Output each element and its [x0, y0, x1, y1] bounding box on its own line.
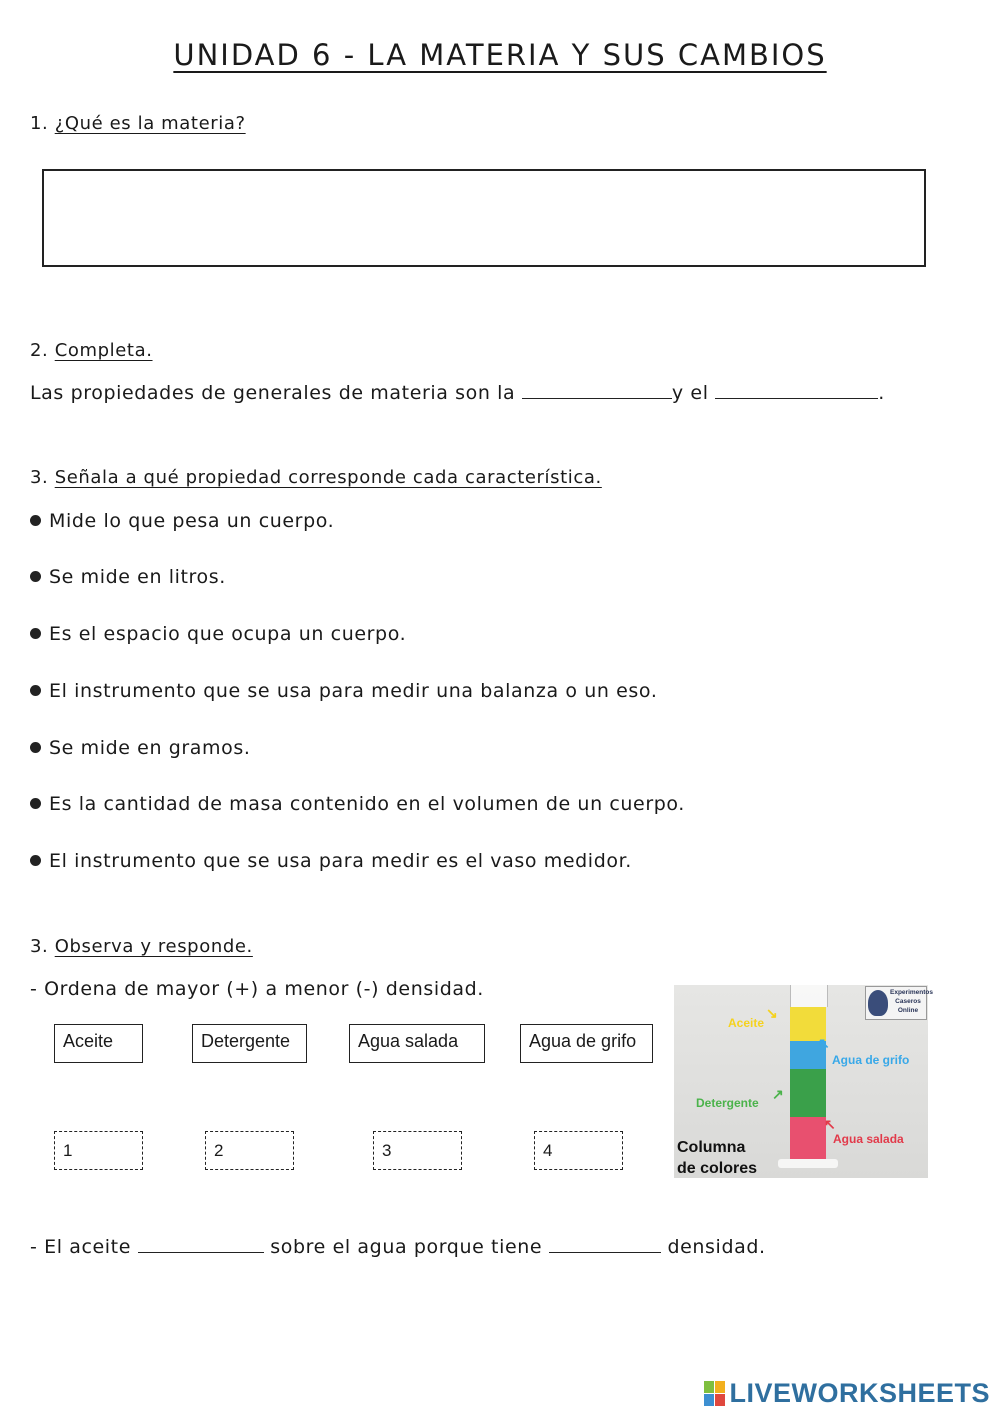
question-4-sentence-part-a: - El aceite	[30, 1236, 132, 1258]
label-aceite: Aceite	[728, 1016, 765, 1030]
bullet-icon	[30, 571, 41, 582]
layer-green	[790, 1069, 826, 1117]
page-title: UNIDAD 6 - LA MATERIA Y SUS CAMBIOS	[173, 38, 827, 72]
question-2-sentence-part-b: y el	[671, 382, 709, 404]
list-item[interactable]: Es el espacio que ocupa un cuerpo.	[30, 623, 406, 645]
question-4-sentence	[30, 1234, 766, 1258]
list-item[interactable]: Mide lo que pesa un cuerpo.	[30, 510, 334, 532]
drop-box-2[interactable]: 2	[205, 1131, 294, 1170]
word-box-agua-salada[interactable]: Agua salada	[349, 1024, 485, 1063]
question-1-heading	[30, 113, 246, 134]
arrow-icon: ↖	[818, 1035, 830, 1051]
question-3-text: Señala a qué propiedad corresponde cada característica.	[54, 467, 602, 488]
drop-box-3[interactable]: 3	[373, 1131, 462, 1170]
cylinder-top	[790, 985, 828, 1007]
question-2-heading	[30, 340, 153, 361]
word-box-detergente[interactable]: Detergente	[192, 1024, 307, 1063]
label-agua-salada: Agua salada	[833, 1132, 904, 1146]
drop-box-4[interactable]: 4	[534, 1131, 623, 1170]
photo-caption: Columna de colores	[677, 1139, 758, 1177]
question-4-number: 3.	[30, 936, 49, 957]
question-1-answer-box[interactable]	[42, 169, 926, 267]
question-2-number: 2.	[30, 340, 49, 361]
question-4-heading	[30, 936, 253, 957]
question-1-text: ¿Qué es la materia?	[54, 113, 246, 134]
list-item[interactable]: El instrumento que se usa para medir es el vaso medidor.	[30, 850, 632, 872]
arrow-icon: ↘	[766, 1005, 778, 1021]
label-agua-de-grifo: Agua de grifo	[832, 1053, 910, 1067]
list-item[interactable]: Se mide en litros.	[30, 566, 226, 588]
word-box-agua-de-grifo[interactable]: Agua de grifo	[520, 1024, 653, 1063]
question-2-blank-1[interactable]	[522, 380, 672, 399]
layer-pink	[790, 1117, 826, 1159]
bullet-icon	[30, 515, 41, 526]
question-2-sentence	[30, 380, 885, 404]
question-1-number: 1.	[30, 113, 49, 134]
liveworksheets-logo[interactable]	[704, 1378, 990, 1408]
question-4-blank-1[interactable]	[138, 1234, 264, 1253]
bullet-icon	[30, 798, 41, 809]
list-item[interactable]: Es la cantidad de masa contenido en el volumen de un cuerpo.	[30, 793, 685, 815]
question-4-text: Observa y responde.	[54, 936, 253, 957]
cylinder-base	[778, 1159, 838, 1168]
question-4-sentence-part-c: densidad.	[667, 1236, 766, 1258]
label-detergente: Detergente	[696, 1096, 759, 1110]
bullet-icon	[30, 685, 41, 696]
flask-icon	[868, 990, 888, 1016]
density-column-photo	[674, 985, 933, 1178]
question-4-instruction: - Ordena de mayor (+) a menor (-) densidad.	[30, 978, 484, 1000]
question-2-text: Completa.	[54, 340, 153, 361]
question-2-sentence-part-a: Las propiedades de generales de materia son la	[30, 382, 516, 404]
question-2-sentence-part-c: .	[878, 382, 885, 404]
question-3-number: 3.	[30, 467, 49, 488]
bullet-icon	[30, 855, 41, 866]
arrow-icon: ↖	[824, 1116, 836, 1132]
question-4-sentence-part-b: sobre el agua porque tiene	[270, 1236, 543, 1258]
drop-box-1[interactable]: 1	[54, 1131, 143, 1170]
arrow-icon: ↗	[772, 1086, 784, 1102]
bullet-icon	[30, 628, 41, 639]
question-4-blank-2[interactable]	[549, 1234, 661, 1253]
word-box-aceite[interactable]: Aceite	[54, 1024, 143, 1063]
question-2-blank-2[interactable]	[715, 380, 878, 399]
list-item[interactable]: El instrumento que se usa para medir una balanza o un eso.	[30, 680, 657, 702]
question-3-heading	[30, 467, 602, 488]
liveworksheets-logo-text: LIVEWORKSHEETS	[729, 1377, 990, 1408]
liveworksheets-logo-icon	[704, 1381, 725, 1406]
list-item[interactable]: Se mide en gramos.	[30, 737, 251, 759]
bullet-icon	[30, 742, 41, 753]
experimentos-badge: Experimentos Caseros Online	[865, 986, 927, 1020]
